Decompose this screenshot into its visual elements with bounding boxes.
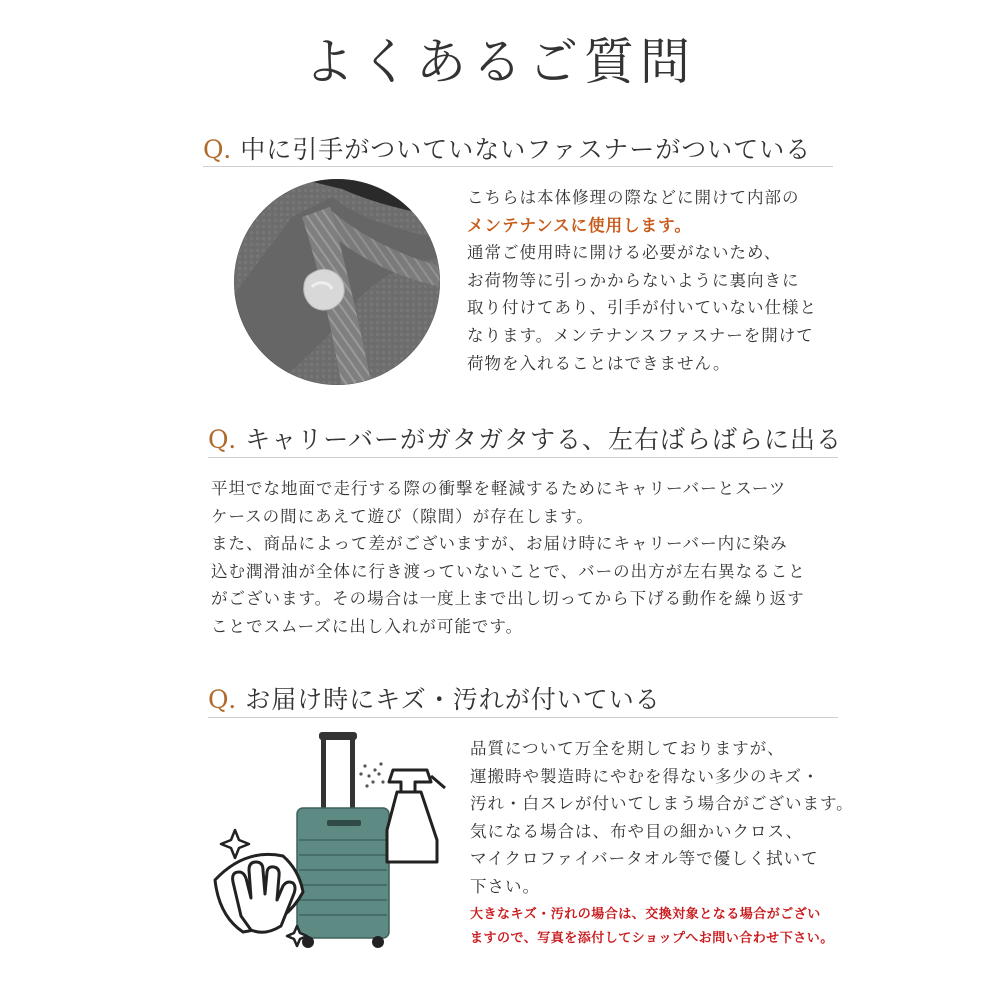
suitcase-icon	[297, 808, 389, 938]
notice-line: 大きなキズ・汚れの場合は、交換対象となる場合がござい	[470, 907, 821, 922]
spray-mist-icon	[359, 762, 384, 787]
suitcase-cleaning-illustration	[205, 730, 455, 955]
faq-question-3	[208, 680, 661, 716]
answer-line: 平坦でな地面で走行する際の衝撃を軽減するためにキャリーバーとスーツ	[211, 479, 787, 498]
answer-line: なります。メンテナンスファスナーを開けて	[467, 325, 814, 345]
answer-line: 通常ご使用時に開ける必要がないため、	[467, 243, 782, 263]
handle-bar	[321, 734, 326, 814]
answer-line-highlight: メンテナンスに使用します。	[467, 215, 692, 235]
handle-grip	[319, 732, 357, 740]
answer-line: がございます。その場合は一度上まで出し切ってから下げる動作を繰り返す	[211, 589, 805, 609]
notice-line: ますので、写真を添付してショップへお問い合わせ下さい。	[470, 931, 834, 946]
faq-question-1	[203, 130, 811, 166]
faq-answer-3	[470, 735, 854, 901]
divider	[208, 717, 838, 718]
answer-line: マイクロファイバータオル等で優しく拭いて	[470, 849, 819, 869]
answer-line: お荷物等に引っかからないように裏向きに	[467, 270, 800, 290]
zipper-closeup-photo	[232, 177, 442, 387]
divider	[203, 166, 833, 167]
divider	[208, 457, 838, 458]
answer-line: 下さい。	[470, 876, 540, 896]
answer-line: 運搬時や製造時にやむを得ない多少のキズ・	[470, 766, 820, 786]
answer-line: 汚れ・白スレが付いてしまう場合がございます。	[470, 794, 854, 814]
q-mark: Q.	[208, 425, 238, 454]
page-title: よくあるご質問	[304, 33, 696, 91]
notice-text	[470, 903, 834, 951]
answer-line: 品質について万全を期しておりますが、	[470, 739, 785, 758]
q-mark: Q.	[203, 135, 233, 164]
question-text: 中に引手がついていないファスナーがついている	[240, 135, 812, 164]
faq-answer-1	[467, 184, 817, 377]
answer-line: 込む潤滑油が全体に行き渡っていないことで、バーの出方が左右異なること	[211, 561, 806, 581]
answer-line: 気になる場合は、布や目の細かいクロス、	[470, 821, 803, 841]
question-text: キャリーバーがガタガタする、左右ばらばらに出る	[245, 425, 842, 454]
answer-line: ケースの間にあえて遊び（隙間）が存在します。	[211, 506, 594, 526]
answer-line: また、商品によって差がございますが、お届け時にキャリーバー内に染み	[211, 534, 788, 554]
faq-answer-2	[211, 475, 806, 641]
q-mark: Q.	[208, 685, 238, 714]
handle-bar	[350, 734, 355, 814]
answer-line: こちらは本体修理の際などに開けて内部の	[467, 188, 800, 207]
spray-bottle-icon	[387, 770, 445, 862]
answer-line: 荷物を入れることはできません。	[467, 353, 731, 373]
answer-line: ことでスムーズに出し入れが可能です。	[211, 616, 524, 636]
answer-line: 取り付けてあり、引手が付いていない仕様と	[467, 298, 817, 318]
question-text: お届け時にキズ・汚れが付いている	[245, 685, 661, 714]
faq-question-2	[208, 420, 842, 456]
